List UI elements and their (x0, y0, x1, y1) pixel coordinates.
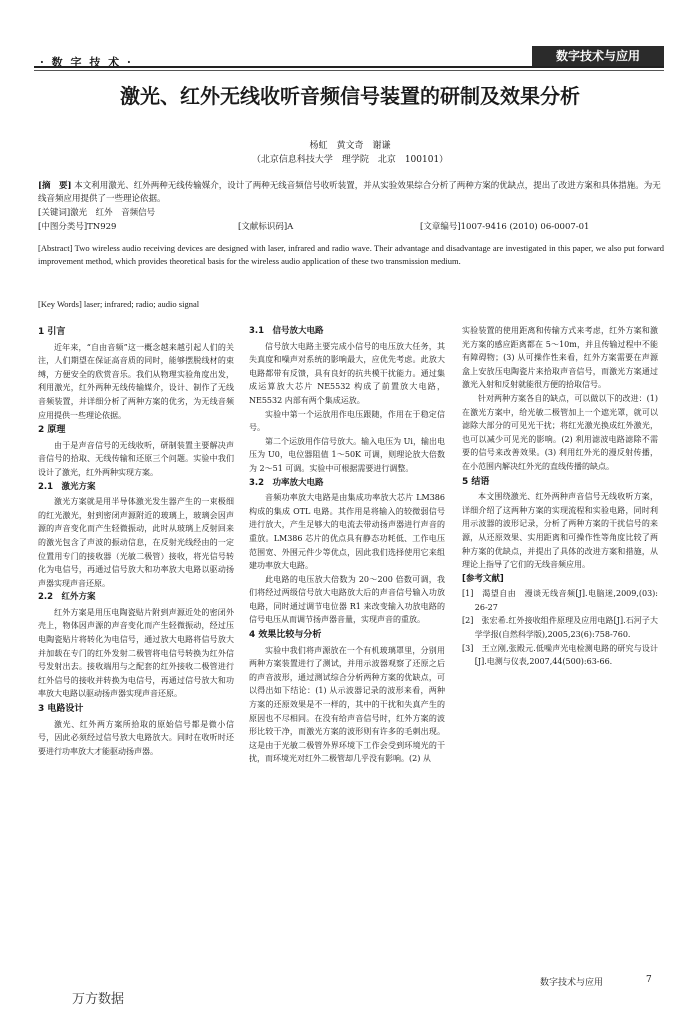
column-middle (249, 324, 445, 766)
subsection-heading: 3.2 功率放大电路 (249, 477, 324, 488)
abstract-en: [Abstract] Two wireless audio receiving devices are designed with laser, infrared and radio wave. Their advantage and disadvantage are investigated in this paper, we also put forward improvement method, which provides theoretical basis for the wireless audio application of these two transmission medium. (38, 243, 664, 266)
subsection-heading: 3.1 信号放大电路 (249, 326, 324, 336)
abstract-label: [摘 要] (38, 181, 72, 191)
paragraph: 红外方案是用压电陶瓷贴片附到声源近处的密闭外壳上，物体因声源的声音变化而产生轻微振动，经过压电陶瓷贴片将转化为电信号，通过放大电路将信号放大并加载在专门的红外发射二极管将电信号转换为红外信号发射出去。接收端用与之配套的红外接收二极管进行红外信号的接收并转换为电信号，再通过信号放大和功率放大电路以驱动扬声器实现声音还原。 (38, 607, 234, 699)
keywords-en: [Key Words] laser; infrared; radio; audio signal (38, 299, 200, 309)
column-left (38, 324, 234, 758)
document-code: [文献标识码]A (238, 222, 294, 232)
page-number: 7 (646, 975, 652, 985)
header-rule-thin (34, 70, 664, 71)
paragraph: 实验中第一个运放用作电压跟随，作用在于稳定信号。 (249, 409, 445, 433)
section-heading: 3 电路设计 (38, 704, 84, 715)
section-heading: 2 原理 (38, 425, 66, 436)
reference-item: [1] 渴望自由 漫谈无线音频[J].电脑迷,2009,(03): 26-27 (462, 589, 658, 612)
section-heading: 5 结语 (462, 476, 490, 487)
paragraph: 针对两种方案各自的缺点，可以做以下的改进：(1) 在激光方案中，给光敏二极管加上一个遮光罩，就可以滤除大部分的可见光干扰；将红光激光换成红外激光，也可以减少可见光的影响。(2) 利用滤波电路滤除不需要的信号来改善效果。(3) 利用红外光的漫反射传播，在小范围内解决红外光的直线传播的缺点。 (462, 393, 658, 471)
paper-title: 激光、红外无线收听音频信号装置的研制及效果分析 (120, 84, 580, 108)
section-label: · 数 字 技 术 · (40, 56, 133, 69)
header-rule (34, 66, 664, 68)
paragraph: 实验中我们将声源放在一个有机玻璃罩里，分别用两种方案装置进行了测试，并用示波器观察了还原之后的声音波形，通过测试综合分析两种方案的优缺点，可以得出如下结论：(1) 从示波器记录的波形来看，两种方案的还原效果是不一样的，其中的干扰和失真产生的原因也不尽相同。在没有给声音信号时，红外方案的波形比较干净，而激光方案的波形则有许多的毛刺出现。这是由于光敏二极管外界环境下工作会受到环境光的干扰，而环境光对红外二极管却几乎没有影响。(2) 从 (249, 645, 445, 764)
paragraph: 本文围绕激光、红外两种声音信号无线收听方案，详细介绍了这两种方案的实现流程和实验电路，同时利用示波器的波形记录，分析了两种方案的干扰信号的来源，从还原效果、实用距离和可操作性等角度比较了两种方案的优缺点，并提出了具体的改进方案和措施，从理论上指导了它们的无线音频应用。 (462, 492, 658, 570)
paragraph: 此电路的电压放大倍数为 20～200 倍数可调，我们将经过两级信号放大电路放大后的声音信号输入功放电路，同时通过调节电位器 R1 来改变输入功放电路的信号电压从而调节扬声器音量，实现声音的重放。 (249, 574, 445, 625)
subsection-heading: 2.2 红外方案 (38, 592, 96, 603)
article-number: [文章编号]1007-9416 (2010) 06-0007-01 (420, 222, 590, 232)
paragraph: 由于是声音信号的无线收听，研制装置主要解决声音信号的拾取、无线传输和还原三个问题。实验中我们设计了激光，红外两种实现方案。 (38, 440, 234, 477)
paragraph: 音频功率放大电路是由集成功率放大芯片 LM386 构成的集成 OTL 电路。其作用是将输入的较微弱信号进行放大，产生足够大的电流去带动扬声器进行声音的重放。LM386 芯片的优点具有静态功耗低、工作电压范围宽、外围元件少等优点，因此我们选择使用它来组建功率放大电路。 (249, 493, 445, 571)
affiliation: （北京信息科技大学 理学院 北京 100101） (251, 155, 449, 165)
paragraph: 第二个运放用作信号放大。输入电压为 Ui，输出电压为 U0，电位器阻值 1～50K 可调，则理论放大倍数为 2～51 可调。实验中可根据需要进行调整。 (249, 436, 445, 473)
watermark: 万方数据 (72, 992, 125, 1007)
section-heading: 4 效果比较与分析 (249, 630, 322, 641)
abstract-cn (38, 180, 664, 206)
authors: 杨虹 黄文奇 谢谦 (309, 141, 391, 151)
subsection-heading: 2.1 激光方案 (38, 481, 96, 492)
paragraph: 信号放大电路主要完成小信号的电压放大任务，其失真度和噪声对系统的影响最大，应优先考虑。此放大电路都带有反馈，具有良好的抗共模干扰能力。通过集成运算放大芯片 NE5532 构成了前置放大电路，NE5532 内部有两个集成运放。 (249, 341, 445, 405)
references-heading: [参考文献] (462, 573, 504, 584)
clc-number: [中图分类号]TN929 (38, 222, 117, 232)
paragraph: 激光方案就是用半导体激光发生器产生的一束极细的红光激光，射到密闭声源附近的玻璃上，玻璃会因声源的声音变化而产生轻微振动，此时从玻璃上反射回来的激光包含了声波的振动信息，在反射光线经由的一定位置用专门的接收器（光敏二极管）接收，将光信号转化为电信号，再通过信号放大和功率放大电路以驱动扬声器实现声音还原。 (38, 497, 234, 588)
footer-journal: 数字技术与应用 (540, 978, 604, 988)
reference-item: [3] 王立刚,张殿元.低噪声光电检测电路的研究与设计[J].电测与仪表,2007,44(500):63-66. (462, 643, 658, 667)
journal-banner: 数字技术与应用 (532, 46, 664, 66)
column-right (462, 324, 658, 669)
paragraph: 激光、红外两方案所拾取的原始信号都是微小信号，因此必须经过信号放大电路放大。同时在收听时还要进行功率放大才能驱动扬声器。 (38, 719, 234, 756)
paragraph: 实验装置的使用距离和传输方式来考虑，红外方案和激光方案的感应距离都在 5～10m，并且传输过程中不能有障碍物；(3) 从可操作性来看，红外方案需要在声源盒上安放压电陶瓷片来拾取声音信号，而激光方案通过激光入射和反射就能很方便的拾取信号。 (462, 326, 658, 390)
section-heading: 1 引言 (38, 327, 66, 337)
reference-item: [2] 张宏希.红外接收组件原理及应用电路[J].石河子大学学报(自然科学版),2005,23(6):758-760. (462, 616, 658, 640)
paragraph: 近年来，“自由音频”这一概念越来越引起人们的关注，人们期望在保证高音质的同时，能够摆脱线材的束缚，方便安全的欣赏音乐。我们从物理实验角度出发，利用激光，红外两种无线传输媒介，设计、制作了无线音频装置，并详细分析了两种方案的优劣，为无线音频应用提供一些理论依据。 (38, 342, 234, 420)
keywords-cn: [关键词]激光 红外 音频信号 (38, 208, 156, 218)
abstract-text: 本文利用激光、红外两种无线传输媒介，设计了两种无线音频信号收听装置，并从实验效果综合分析了两种方案的优缺点，提出了改进方案和具体措施。为无线音频应用提供了一些理论依据。 (38, 181, 661, 204)
